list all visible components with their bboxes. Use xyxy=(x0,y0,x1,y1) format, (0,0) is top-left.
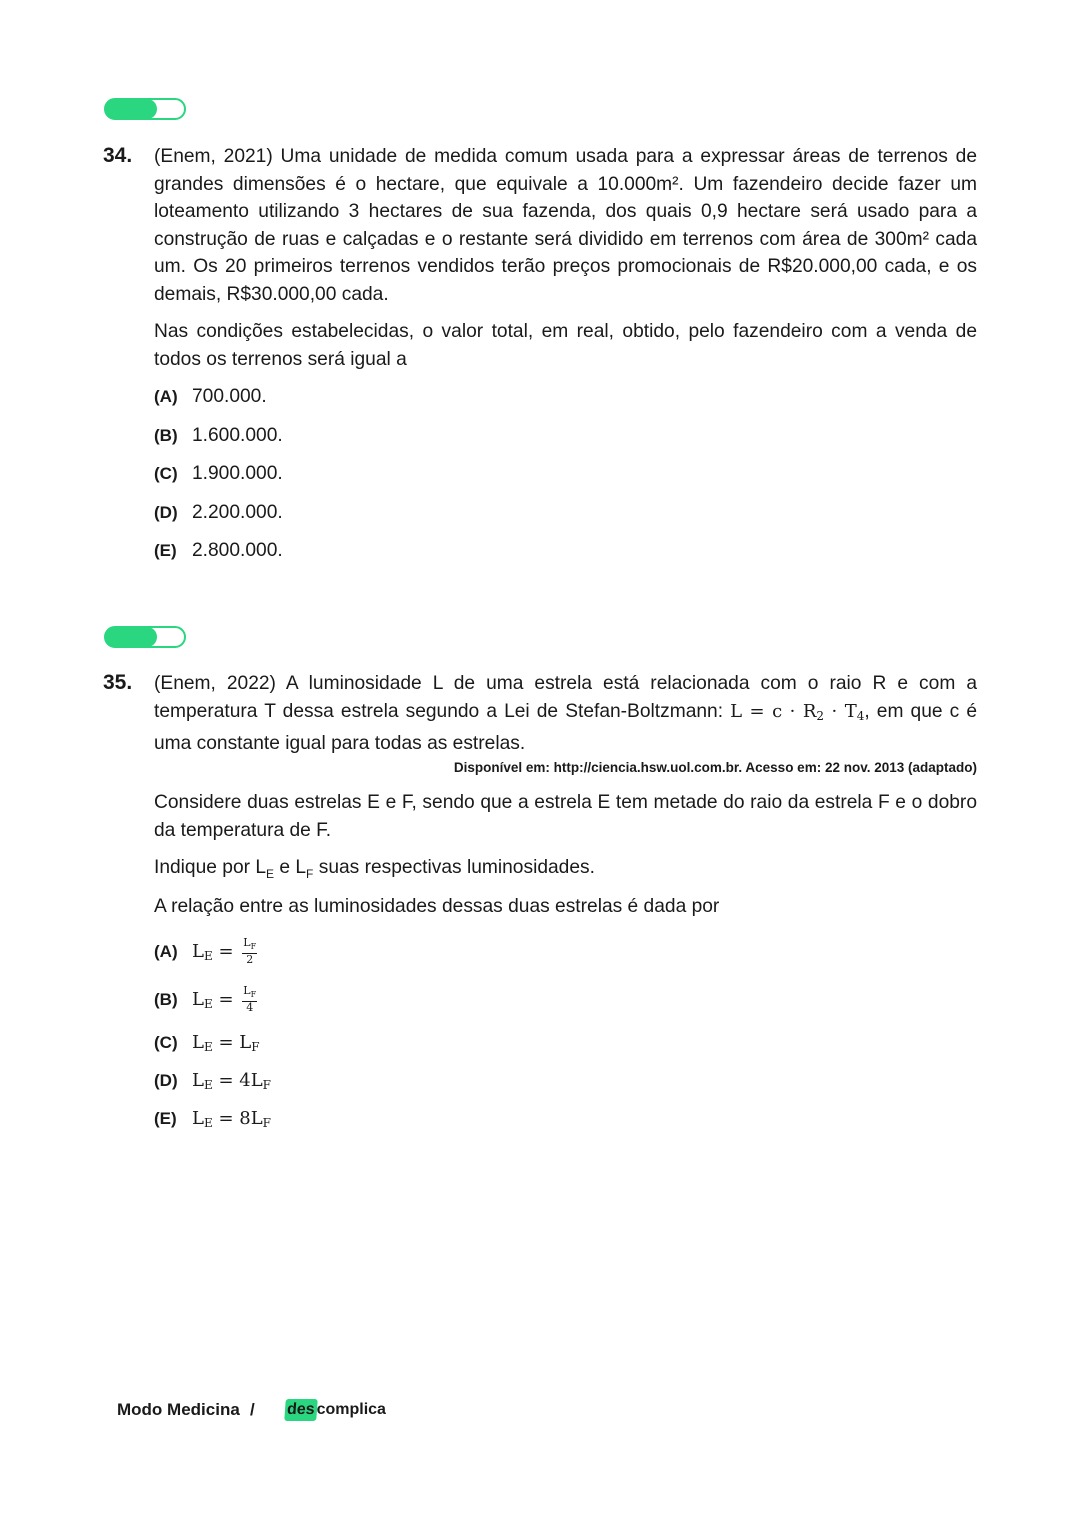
progress-toggle-icon xyxy=(104,626,186,648)
option-d[interactable]: (D) 2.200.000. xyxy=(154,502,283,523)
option-a[interactable]: (A) 700.000. xyxy=(154,386,267,407)
paragraph: Considere duas estrelas E e F, sendo que a estrela E tem metade do raio da estrela F e o dobro da temperatura de F. xyxy=(154,792,977,841)
question-prompt: A relação entre as luminosidades dessas duas estrelas é dada por xyxy=(154,896,720,917)
fraction: $\frac{L_F}{4}$ xyxy=(243,984,257,1015)
option-a[interactable]: (A) $L_E$ = $\frac{L_F}{2}$ xyxy=(154,936,257,967)
descomplica-logo: descomplica xyxy=(285,1399,386,1421)
question-statement: (Enem, 2022) A luminosidade L de uma estrela está relacionada com o raio R e com a temperatura T dessa estrela segundo a Lei de Stefan-Boltzmann: $L = c \cdot R_2 \cdot T_4$, em que c é uma constante igual para todas as estrelas. xyxy=(154,673,977,754)
option-e[interactable]: (E) 2.800.000. xyxy=(154,540,283,561)
question-number: 34. xyxy=(103,144,133,167)
option-c[interactable]: (C) $L_E = L_F$ xyxy=(154,1032,260,1054)
paragraph: Indique por $L_E$ e $L_F$ suas respectivas luminosidades. xyxy=(154,857,595,881)
option-b[interactable]: (B) 1.600.000. xyxy=(154,425,283,446)
option-c[interactable]: (C) 1.900.000. xyxy=(154,463,283,484)
footer-separator: / xyxy=(250,1400,255,1419)
option-b[interactable]: (B) $L_E$ = $\frac{L_F}{4}$ xyxy=(154,984,257,1015)
question-statement: (Enem, 2021) Uma unidade de medida comum usada para a expressar áreas de terrenos de grandes dimensões é o hectare, que equivale a 10.000m². Um fazendeiro decide fazer um loteamento utilizando 3 hectares de sua fazenda, dos quais 0,9 hectare será usado para a construção de ruas e calçadas e o restante será dividido em terrenos com área de 300m² cada um. Os 20 primeiros terrenos vendidos terão preços promocionais de R$20.000,00 cada, e os demais, R$30.000,00 cada. xyxy=(154,146,977,305)
formula: $L = c \cdot R_2 \cdot T_4$ xyxy=(730,700,865,723)
progress-toggle-icon xyxy=(104,98,186,120)
source-citation: Disponível em: http://ciencia.hsw.uol.com.br. Acesso em: 22 nov. 2013 (adaptado) xyxy=(453,760,977,775)
fraction: $\frac{L_F}{2}$ xyxy=(243,936,257,967)
option-d[interactable]: (D) $L_E = 4L_F$ xyxy=(154,1070,271,1092)
option-e[interactable]: (E) $L_E = 8L_F$ xyxy=(154,1108,271,1130)
question-number: 35. xyxy=(103,671,133,694)
question-prompt: Nas condições estabelecidas, o valor total, em real, obtido, pelo fazendeiro com a venda de todos os terrenos será igual a xyxy=(154,321,977,370)
footer-title: Modo Medicina xyxy=(117,1400,240,1419)
